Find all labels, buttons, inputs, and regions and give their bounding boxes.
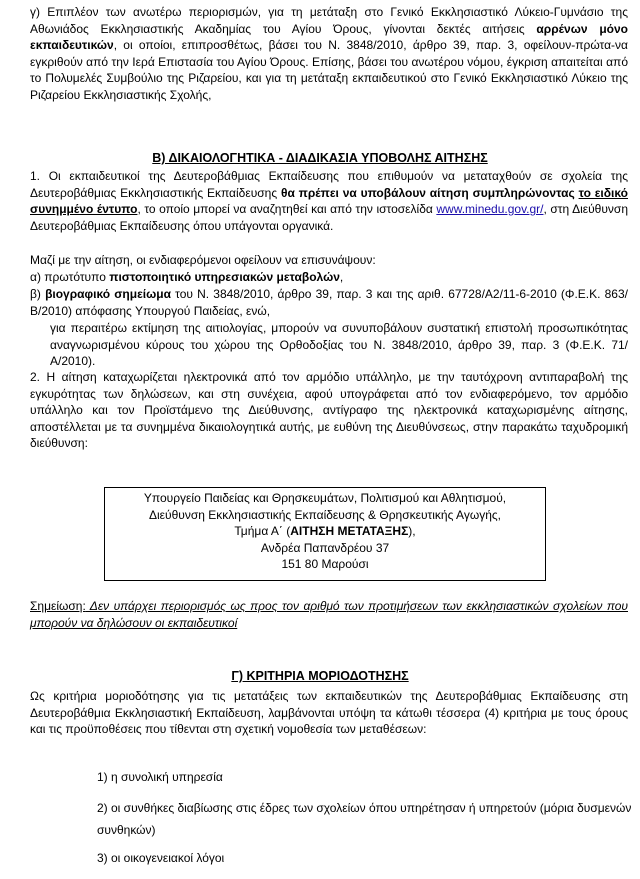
- postal-address-box: [104, 487, 546, 581]
- item-a-prefix: α) πρωτότυπο: [30, 270, 110, 284]
- note-label: Σημείωση:: [30, 599, 86, 613]
- attachment-item-b: [30, 286, 628, 319]
- criteria-item-3: 3) οι οικογενειακοί λόγοι: [97, 851, 225, 865]
- criteria-item-2: 2) οι συνθήκες διαβίωσης στις έδρες των σχολείων όπου υπηρέτησαν ή υπηρετούν (μόρια δυσμενών συνθηκών): [97, 801, 632, 837]
- section-c-paragraph: Ως κριτήρια μοριοδότησης για τις μετατάξεις των εκπαιδευτικών της Δευτεροβάθμιας Εκπαίδευσης στη Δευτεροβάθμια Εκκλησιαστική Εκπαίδευση, λαμβάνονται υπόψη τα κάτωθι τέσσερα (4) κριτήρια με τους όρους και τις προϋποθέσεις που τίθενται στη σχετική νομοθεσία των μεταθέσεων:: [30, 689, 628, 736]
- section-b-paragraph-2: 2. Η αίτηση καταχωρίζεται ηλεκτρονικά από τον αρμόδιο υπάλληλο, με την ταυτόχρονη αντιπαραβολή της εγκυρότητας των δηλώσεων, και στη συνέχεια, αφού υπογράφεται από τον ενδιαφερόμενο, τον αρμόδιο υπάλληλο και τον Προϊστάμενο της Διεύθυνσης, αντίγραφο της ηλεκτρονικά καταχωρισμένης αίτησης, αποστέλλεται με τα συνημμένα δικαιολογητικά αυτής, με ευθύνη της Διευθύνσεως, στην παρακάτω ταχυδρομική διεύθυνση:: [30, 370, 628, 450]
- item-b-suffix: του Ν. 3848/2010, άρθρο 39, παρ. 3 και της αριθ. 67728/Α2/11-6-2010 (Φ.Ε.Κ. 863/Β/2010) απόφασης Υπουργού Παιδείας, ενώ,: [30, 287, 628, 318]
- item-b-bold: βιογραφικό σημείωμα: [45, 287, 171, 301]
- section-b-heading: Β) ΔΙΚΑΙΟΛΟΓΗΤΙΚΑ - ΔΙΑΔΙΚΑΣΙΑ ΥΠΟΒΟΛΗΣ ΑΙΤΗΣΗΣ: [152, 151, 488, 165]
- note-paragraph: [30, 598, 628, 631]
- address-line-3-pre: Τμήμα Α΄ (: [234, 524, 291, 538]
- section-c-heading: Γ) ΚΡΙΤΗΡΙΑ ΜΟΡΙΟΔΟΤΗΣΗΣ: [231, 669, 409, 683]
- address-line-3: [105, 523, 545, 540]
- section-b-bold-text: θα πρέπει να υποβάλουν αίτηση συμπληρώνοντας: [280, 185, 579, 200]
- intro-paragraph: [30, 4, 628, 103]
- intro-text: γ) Επιπλέον των ανωτέρω περιορισμών, για τη μετάταξη στο Γενικό Εκκλησιαστικό Λύκειο-Γυμνάσιο της Αθωνιάδος Εκκλησιαστικής Ακαδημίας του Αγίου Όρους, γίνονται δεκτές αιτήσεις: [30, 5, 628, 36]
- address-line-2: Διεύθυνση Εκκλησιαστικής Εκπαίδευσης & Θρησκευτικής Αγωγής,: [148, 507, 501, 522]
- attachments-intro: Μαζί με την αίτηση, οι ενδιαφερόμενοι οφείλουν να επισυνάψουν:: [30, 253, 376, 267]
- address-line-3-post: ),: [408, 524, 416, 538]
- address-line-1: Υπουργείο Παιδείας και Θρησκευμάτων, Πολιτισμού και Αθλητισμού,: [143, 491, 507, 505]
- criteria-item-1: 1) η συνολική υπηρεσία: [97, 770, 223, 784]
- item-a-bold: πιστοποιητικό υπηρεσιακών μεταβολών: [109, 270, 340, 284]
- section-b-text: 1. Οι εκπαιδευτικοί της Δευτεροβάθμιας Εκπαίδευσης που επιθυμούν να μεταταχθούν σε σχολεία της Δευτεροβάθμιας Εκκλησιαστικής Εκπαίδευσης: [30, 169, 628, 200]
- minedu-link[interactable]: www.minedu.gov.gr/: [436, 202, 544, 216]
- address-line-3-bold: ΑΙΤΗΣΗ ΜΕΤΑΤΑΞΗΣ: [290, 524, 409, 538]
- address-line-5: 151 80 Μαρούσι: [281, 557, 369, 571]
- intro-text-cont: , οι οποίοι, επιπροσθέτως, βάσει του Ν. 3848/2010, άρθρο 39, παρ. 3, οφείλουν-πρώτα-να εγκριθούν από την Ιερά Επιστασία του Αγίου Όρους. Επίσης, βάσει του ανωτέρου νόμου, έγκριση απαιτείται από το Πολυμελές Συμβούλιο της Ριζαρείου, και για τη μετάταξη εκπαιδευτικού στο Γενικό Εκκλησιαστικό Λύκειο της Ριζαρείου Εκκλησιαστικής Σχολής,: [30, 38, 628, 102]
- intro-bold-text: αρρένων μόνο εκπαιδευτικών: [30, 21, 628, 52]
- section-b-text-cont: , το οποίο μπορεί να αναζητηθεί και από την ιστοσελίδα: [137, 202, 437, 216]
- item-a-suffix: ,: [339, 270, 344, 284]
- section-b-paragraph-1: [30, 168, 628, 234]
- attachment-item-c: για περαιτέρω εκτίμηση της αιτιολογίας, μπορούν να συνυποβάλουν συστατική επιστολή προσωπικότητας αναγνωρισμένου κύρους του χώρου της Ορθοδοξίας του Ν. 3848/2010, άρθρο 39, παρ. 3 (Φ.Ε.Κ. 71/Α/2010).: [50, 321, 628, 368]
- attachment-item-a: [30, 269, 628, 286]
- note-text: Δεν υπάρχει περιορισμός ως προς τον αριθμό των προτιμήσεων των εκκλησιαστικών σχολείων που μπορούν να δηλώσουν οι εκπαιδευτικοί: [30, 599, 628, 630]
- item-b-prefix: β): [30, 287, 46, 301]
- section-b-text-end: , στη Διεύθυνση Δευτεροβάθμιας Εκπαίδευσης όπου υπάγονται οργανικά.: [30, 202, 628, 233]
- section-b-form-text: το ειδικό συνημμένο έντυπο: [30, 185, 629, 216]
- address-line-4: Ανδρέα Παπανδρέου 37: [260, 540, 390, 555]
